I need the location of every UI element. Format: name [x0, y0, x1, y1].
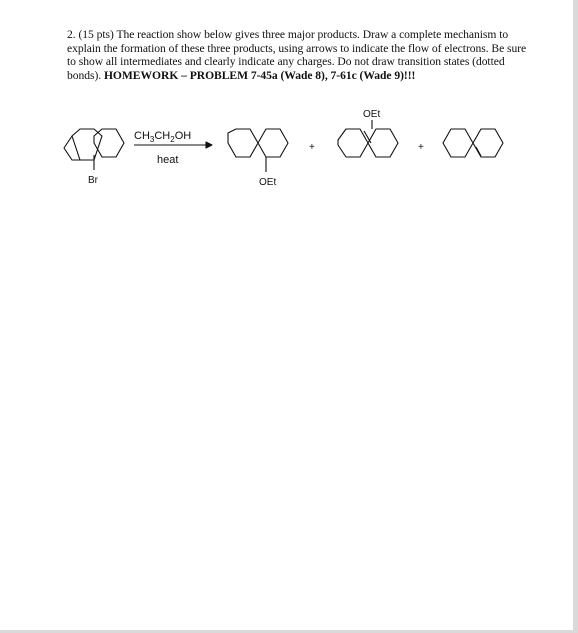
- condition-label: heat: [157, 154, 179, 166]
- page-right-border: [573, 0, 578, 633]
- product2-decalin-structure: [338, 129, 398, 157]
- product1-oet-label: OEt: [259, 177, 277, 188]
- reaction-arrow-head: [206, 142, 212, 148]
- reagent-label: $CH_3CH_2OH$: [134, 130, 192, 144]
- problem-number: 2.: [67, 28, 76, 41]
- problem-body: The reaction show below gives three major products. Draw a complete mechanism to explain the formation of these three products, using arrows to indicate the flow of electrons. Be sure to show all intermediates and clearly indicate any charges. Do not draw transition states (dotted bonds).: [67, 28, 527, 82]
- product3-octalin-structure: [443, 129, 503, 157]
- problem-points: (15 pts): [78, 28, 114, 41]
- product1-decalin-structure: [228, 129, 288, 157]
- reactant-br-label: Br: [88, 175, 98, 186]
- homework-reference: HOMEWORK – PROBLEM 7-45a (Wade 8), 7-61c (Wade 9)!!!: [103, 68, 416, 82]
- product2-oet-label: OEt: [363, 109, 381, 120]
- plus-sign-2: +: [418, 142, 424, 153]
- plus-sign-1: +: [309, 142, 315, 153]
